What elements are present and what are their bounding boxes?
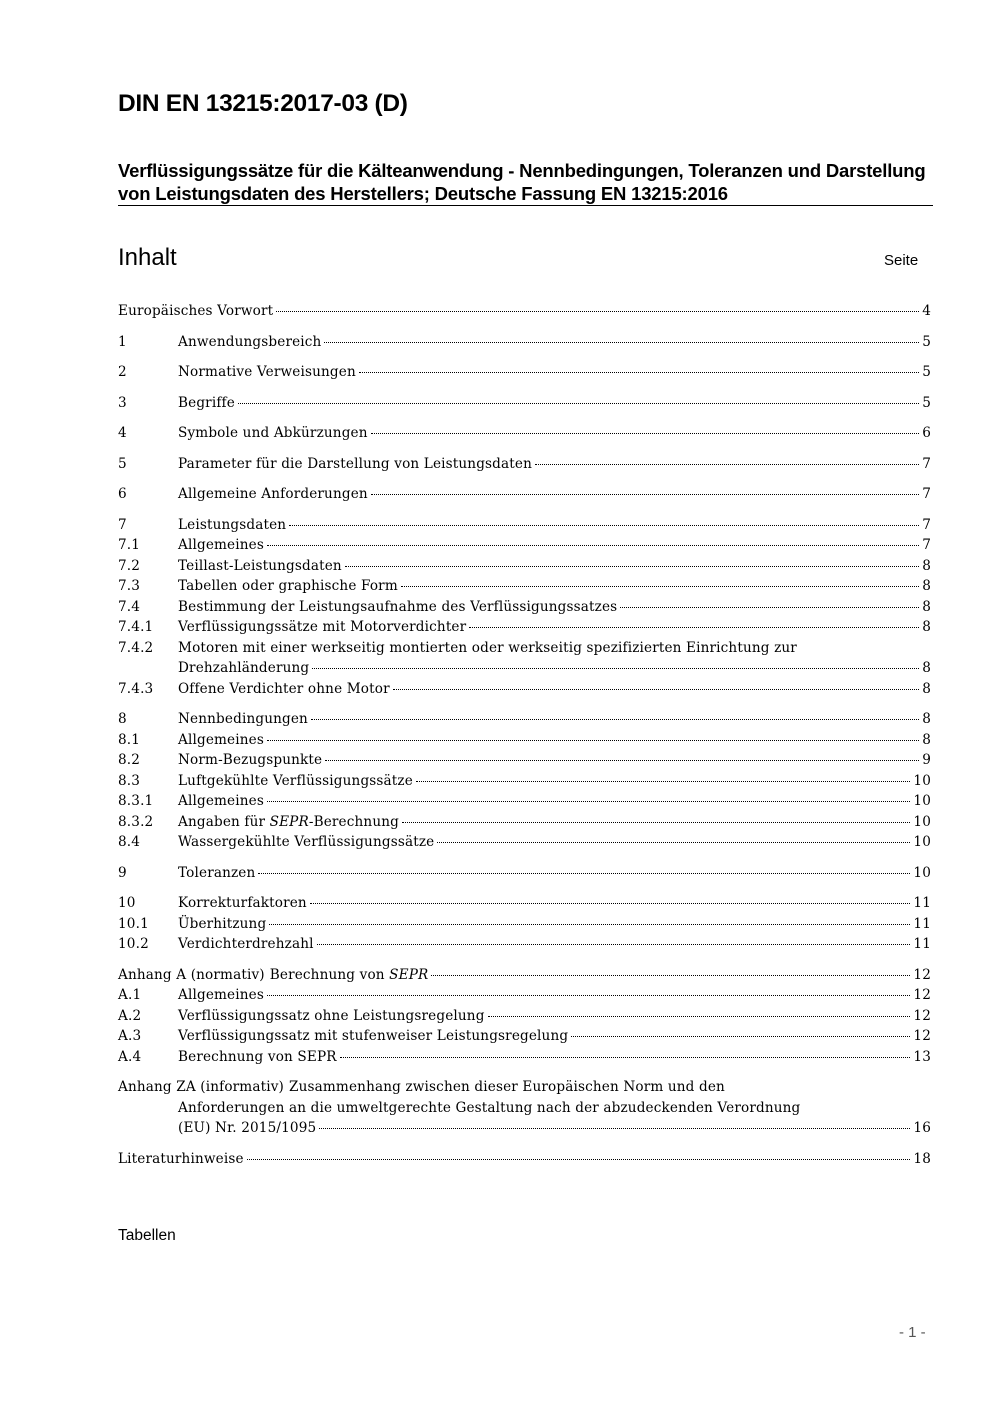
toc-entry-page: 5 [922,333,931,350]
toc-entry-title [178,914,266,935]
toc-dot-leader [402,822,910,823]
toc-dot-leader [311,719,919,720]
toc-entry-title [178,893,307,914]
toc-entry-number: 10 [118,895,136,911]
toc-entry-title-text: Überhitzung [178,915,267,932]
toc-entry-title-text: Literaturhinweise [118,1150,244,1167]
toc-dot-leader [469,627,919,628]
toc-entry-title [178,454,532,475]
toc-dot-leader [359,372,919,373]
toc-entry-title [178,362,356,383]
document-title: DIN EN 13215:2017-03 (D) [118,90,408,117]
toc-entry-page: 10 [913,813,931,830]
toc-entry-number: 8.1 [118,731,141,748]
toc-dot-leader [488,1016,911,1017]
toc-entry[interactable] [118,914,931,935]
toc-dot-leader [345,566,919,567]
toc-dot-leader [393,689,919,690]
toc-entry-title-text: Wassergekühlte Verflüssigungssätze [178,834,435,850]
toc-entry-title-continuation: Drehzahländerung [178,660,310,676]
toc-entry-title-text: Parameter für die Darstellung von Leistungsdaten [178,455,532,472]
toc-entry-page: 10 [913,834,931,850]
toc-dot-leader [267,545,919,546]
toc-entry-page: 13 [913,1048,931,1065]
toc-entry-number: A.4 [118,1048,142,1065]
toc-entry-number: 10.1 [118,915,149,932]
toc-entry[interactable] [118,576,931,597]
toc-entry-title-emphasis: SEPR [389,966,429,983]
toc-entry-number: 7.4.1 [118,619,154,635]
toc-entry-title [178,1006,485,1027]
page-number: - 1 - [899,1324,926,1341]
toc-entry[interactable] [118,791,931,812]
toc-entry[interactable] [118,332,931,353]
toc-entry-title-text: Berechnung von SEPR [178,1048,337,1065]
toc-entry-title-text: Anwendungsbereich [178,333,322,350]
toc-dot-leader [247,1159,911,1160]
toc-entry-number: 10.2 [118,936,149,952]
toc-entry[interactable] [118,1047,931,1068]
toc-entry-title [178,679,390,700]
toc-entry[interactable] [118,454,931,475]
toc-entry-number: 6 [118,486,127,502]
toc-entry[interactable] [118,484,931,505]
toc-entry-title-text: Nennbedingungen [178,711,308,727]
toc-entry-page: 16 [913,1120,931,1136]
toc-entry[interactable] [118,771,931,792]
toc-entry-title [178,332,321,353]
toc-dot-leader [312,668,919,669]
toc-entry-number: 8.4 [118,834,141,850]
toc-dot-leader [324,342,919,343]
toc-entry[interactable] [118,985,931,1006]
toc-dot-leader [258,873,910,874]
toc-entry-page: 5 [922,394,931,411]
toc-entry[interactable] [118,597,931,618]
toc-entry-number: 2 [118,364,127,380]
toc-dot-leader [416,781,910,782]
toc-entry[interactable] [118,893,931,914]
toc-entry-title [178,556,342,577]
toc-dot-leader [535,464,919,465]
toc-entry-number: 7.1 [118,537,141,553]
toc-entry-number: 4 [118,425,127,441]
toc-entry-number: 8 [118,711,127,727]
toc-dot-leader [371,433,920,434]
toc-entry-number: 8.3.2 [118,813,154,830]
toc-entry-title [178,515,286,536]
toc-entry-page: 11 [913,915,931,932]
toc-entry-title-text: Zusammenhang zwischen dieser Europäischen Norm und den [289,1079,725,1095]
toc-entry-title-text: Verdichterdrehzahl [178,936,314,952]
toc-entry[interactable] [118,638,931,679]
toc-entry-title-text: Teillast-Leistungsdaten [178,557,342,574]
toc-entry[interactable] [118,515,931,536]
toc-entry-number: 7.4.3 [118,680,154,697]
toc-entry-page: 11 [913,895,931,911]
toc-entry[interactable] [118,1026,931,1047]
toc-entry[interactable] [118,832,931,853]
toc-entry[interactable] [118,423,931,444]
toc-entry-title-text: Begriffe [178,394,235,411]
toc-entry-title-continuation: (EU) Nr. 2015/1095 [178,1120,317,1136]
toc-entry-page: 4 [922,303,931,319]
toc-entry-title [118,301,273,322]
toc-dot-leader [620,607,919,608]
toc-entry-title-emphasis: SEPR [269,813,309,830]
toc-entry-number: 3 [118,394,127,411]
toc-entry-title-text: Verflüssigungssätze mit Motorverdichter [178,619,467,635]
toc-entry-number: 7.2 [118,557,141,574]
toc-entry-number: A.1 [118,987,142,1003]
toc-entry-page: 12 [913,1007,931,1024]
toc-entry-title-text: -Berechnung [308,813,399,830]
toc-entry[interactable] [118,750,931,771]
toc-entry-number: 8.2 [118,752,141,768]
toc-entry-title [118,1149,244,1170]
toc-entry-title [178,484,368,505]
toc-entry[interactable] [118,863,931,884]
toc-dot-leader [401,586,919,587]
toc-entry-title-text: Verflüssigungssatz ohne Leistungsregelung [178,1007,485,1024]
toc-entry-title [178,750,322,771]
toc-entry-title-text: Symbole und Abkürzungen [178,425,368,441]
toc-entry-page: 5 [922,364,931,380]
toc-entry-title [178,709,308,730]
toc-entry-title-text: Berechnung von [269,966,390,983]
toc-entry-title [178,423,368,444]
toc-entry-title-text: Normative Verweisungen [178,364,356,380]
toc-dot-leader [317,944,911,945]
toc-page-column-label: Seite [884,252,919,269]
toc-entry-title-text: Angaben für [178,813,270,830]
toc-entry-title [178,863,255,884]
tables-heading: Tabellen [118,1227,176,1244]
toc-dot-leader [340,1057,911,1058]
toc-entry[interactable] [118,812,931,833]
toc-entry-page: 7 [922,486,931,502]
toc-entry-number: 8.3.1 [118,793,154,809]
toc-entry-page: 8 [922,619,931,635]
toc-entry-page: 11 [913,936,931,952]
toc-dot-leader [310,903,911,904]
toc-entry-annex-label: Anhang A (normativ) [118,966,265,983]
toc-entry[interactable] [118,730,931,751]
toc-entry-title [178,812,399,833]
toc-entry-page: 6 [922,425,931,441]
toc-entry-title-text: Allgemeines [178,793,264,809]
toc-entry-title-text: Europäisches Vorwort [118,303,274,319]
toc-entry-page: 10 [913,772,931,789]
toc-entry-title [178,535,264,556]
toc-entry-page: 7 [922,455,931,472]
toc-entry-title-text: Leistungsdaten [178,516,287,533]
toc-entry-title [270,965,429,986]
toc-entry-title [178,597,617,618]
toc-entry-title [178,985,264,1006]
toc-entry-page: 12 [913,966,931,983]
toc-entry-page: 7 [922,516,931,533]
toc-entry-title [178,730,264,751]
document-subtitle: Verflüssigungssätze für die Kälteanwendung - Nennbedingungen, Toleranzen und Darstellung von Leistungsdaten des Herstellers; Deutsche Fassung EN 13215:2016 [118,160,926,204]
toc-entry-title [178,791,264,812]
toc-entry-title-text: Allgemeine Anforderungen [178,486,368,502]
toc-dot-leader [431,975,910,976]
toc-entry-title-text: Toleranzen [178,864,256,881]
toc-entry-title [178,393,235,414]
toc-entry-number: 7.3 [118,578,141,594]
toc-entry-page: 12 [913,1028,931,1044]
table-of-contents [118,301,931,1169]
toc-entry-page: 12 [913,987,931,1003]
toc-entry-title-text: Allgemeines [178,731,264,748]
toc-entry-number: 8.3 [118,772,141,789]
toc-entry-page: 8 [922,598,931,615]
toc-entry-page: 8 [922,578,931,594]
toc-entry-title [178,638,797,659]
toc-dot-leader [571,1036,910,1037]
toc-dot-leader [437,842,910,843]
toc-entry-title [178,832,434,853]
toc-entry[interactable] [118,301,931,322]
toc-entry-title [289,1077,725,1098]
toc-entry-number: A.2 [118,1007,142,1024]
toc-entry-number: 7.4.2 [118,639,154,656]
toc-entry-number: 9 [118,864,127,881]
toc-entry-title [178,576,398,597]
toc-dot-leader [319,1128,910,1129]
toc-entry-page: 10 [913,793,931,809]
toc-entry[interactable] [118,679,931,700]
toc-entry-number: A.3 [118,1028,142,1044]
toc-entry[interactable] [118,535,931,556]
toc-entry[interactable] [118,709,931,730]
toc-entry-page: 8 [922,680,931,697]
toc-entry-title-continuation: Anforderungen an die umweltgerechte Gestaltung nach der abzudeckenden Verordnung [178,1099,801,1116]
toc-dot-leader [276,311,919,312]
toc-entry-title [178,617,466,638]
toc-entry-title [178,1026,568,1047]
toc-dot-leader [238,403,919,404]
toc-entry-title-text: Tabellen oder graphische Form [178,578,398,594]
toc-entry[interactable] [118,934,931,955]
toc-entry-page: 8 [922,557,931,574]
toc-entry-title-text: Norm-Bezugspunkte [178,752,323,768]
toc-entry[interactable] [118,617,931,638]
toc-entry-page: 8 [922,711,931,727]
toc-entry[interactable] [118,362,931,383]
toc-entry-title-text: Offene Verdichter ohne Motor [178,680,390,697]
toc-entry-title-text: Verflüssigungssatz mit stufenweiser Leistungsregelung [178,1028,569,1044]
toc-dot-leader [269,924,910,925]
toc-entry-page: 8 [922,731,931,748]
toc-entry-page: 18 [913,1150,931,1167]
toc-entry-number: 7.4 [118,598,141,615]
toc-entry-annex-label: Anhang ZA (informativ) [118,1079,285,1095]
toc-entry-page: 8 [922,660,931,676]
toc-dot-leader [289,525,919,526]
toc-entry-title-text: Bestimmung der Leistungsaufnahme des Verflüssigungssatzes [178,598,618,615]
toc-entry-title-text: Luftgekühlte Verflüssigungssätze [178,772,413,789]
toc-dot-leader [325,760,919,761]
toc-entry-page: 9 [922,752,931,768]
toc-entry-page: 10 [913,864,931,881]
toc-entry-number: 7 [118,516,127,533]
title-divider [118,205,933,206]
toc-entry[interactable] [118,1006,931,1027]
toc-entry-page: 7 [922,537,931,553]
toc-dot-leader [371,494,919,495]
toc-entry[interactable] [118,965,931,986]
toc-entry-number: 1 [118,333,127,350]
toc-entry[interactable] [118,556,931,577]
toc-heading: Inhalt [118,244,177,271]
toc-entry-title [178,1047,337,1068]
toc-entry-number: 5 [118,455,127,472]
toc-entry-title [178,771,413,792]
toc-entry-title-text: Motoren mit einer werkseitig montierten oder werkseitig spezifizierten Einrichtung zur [178,639,797,656]
toc-entry-title-text: Allgemeines [178,987,264,1003]
toc-entry[interactable] [118,393,931,414]
toc-dot-leader [267,740,919,741]
toc-entry[interactable] [118,1077,931,1139]
toc-dot-leader [267,995,910,996]
toc-entry-title [178,934,314,955]
toc-entry[interactable] [118,1149,931,1170]
toc-dot-leader [267,801,910,802]
toc-entry-title-text: Allgemeines [178,537,264,553]
toc-entry-title-text: Korrekturfaktoren [178,895,307,911]
